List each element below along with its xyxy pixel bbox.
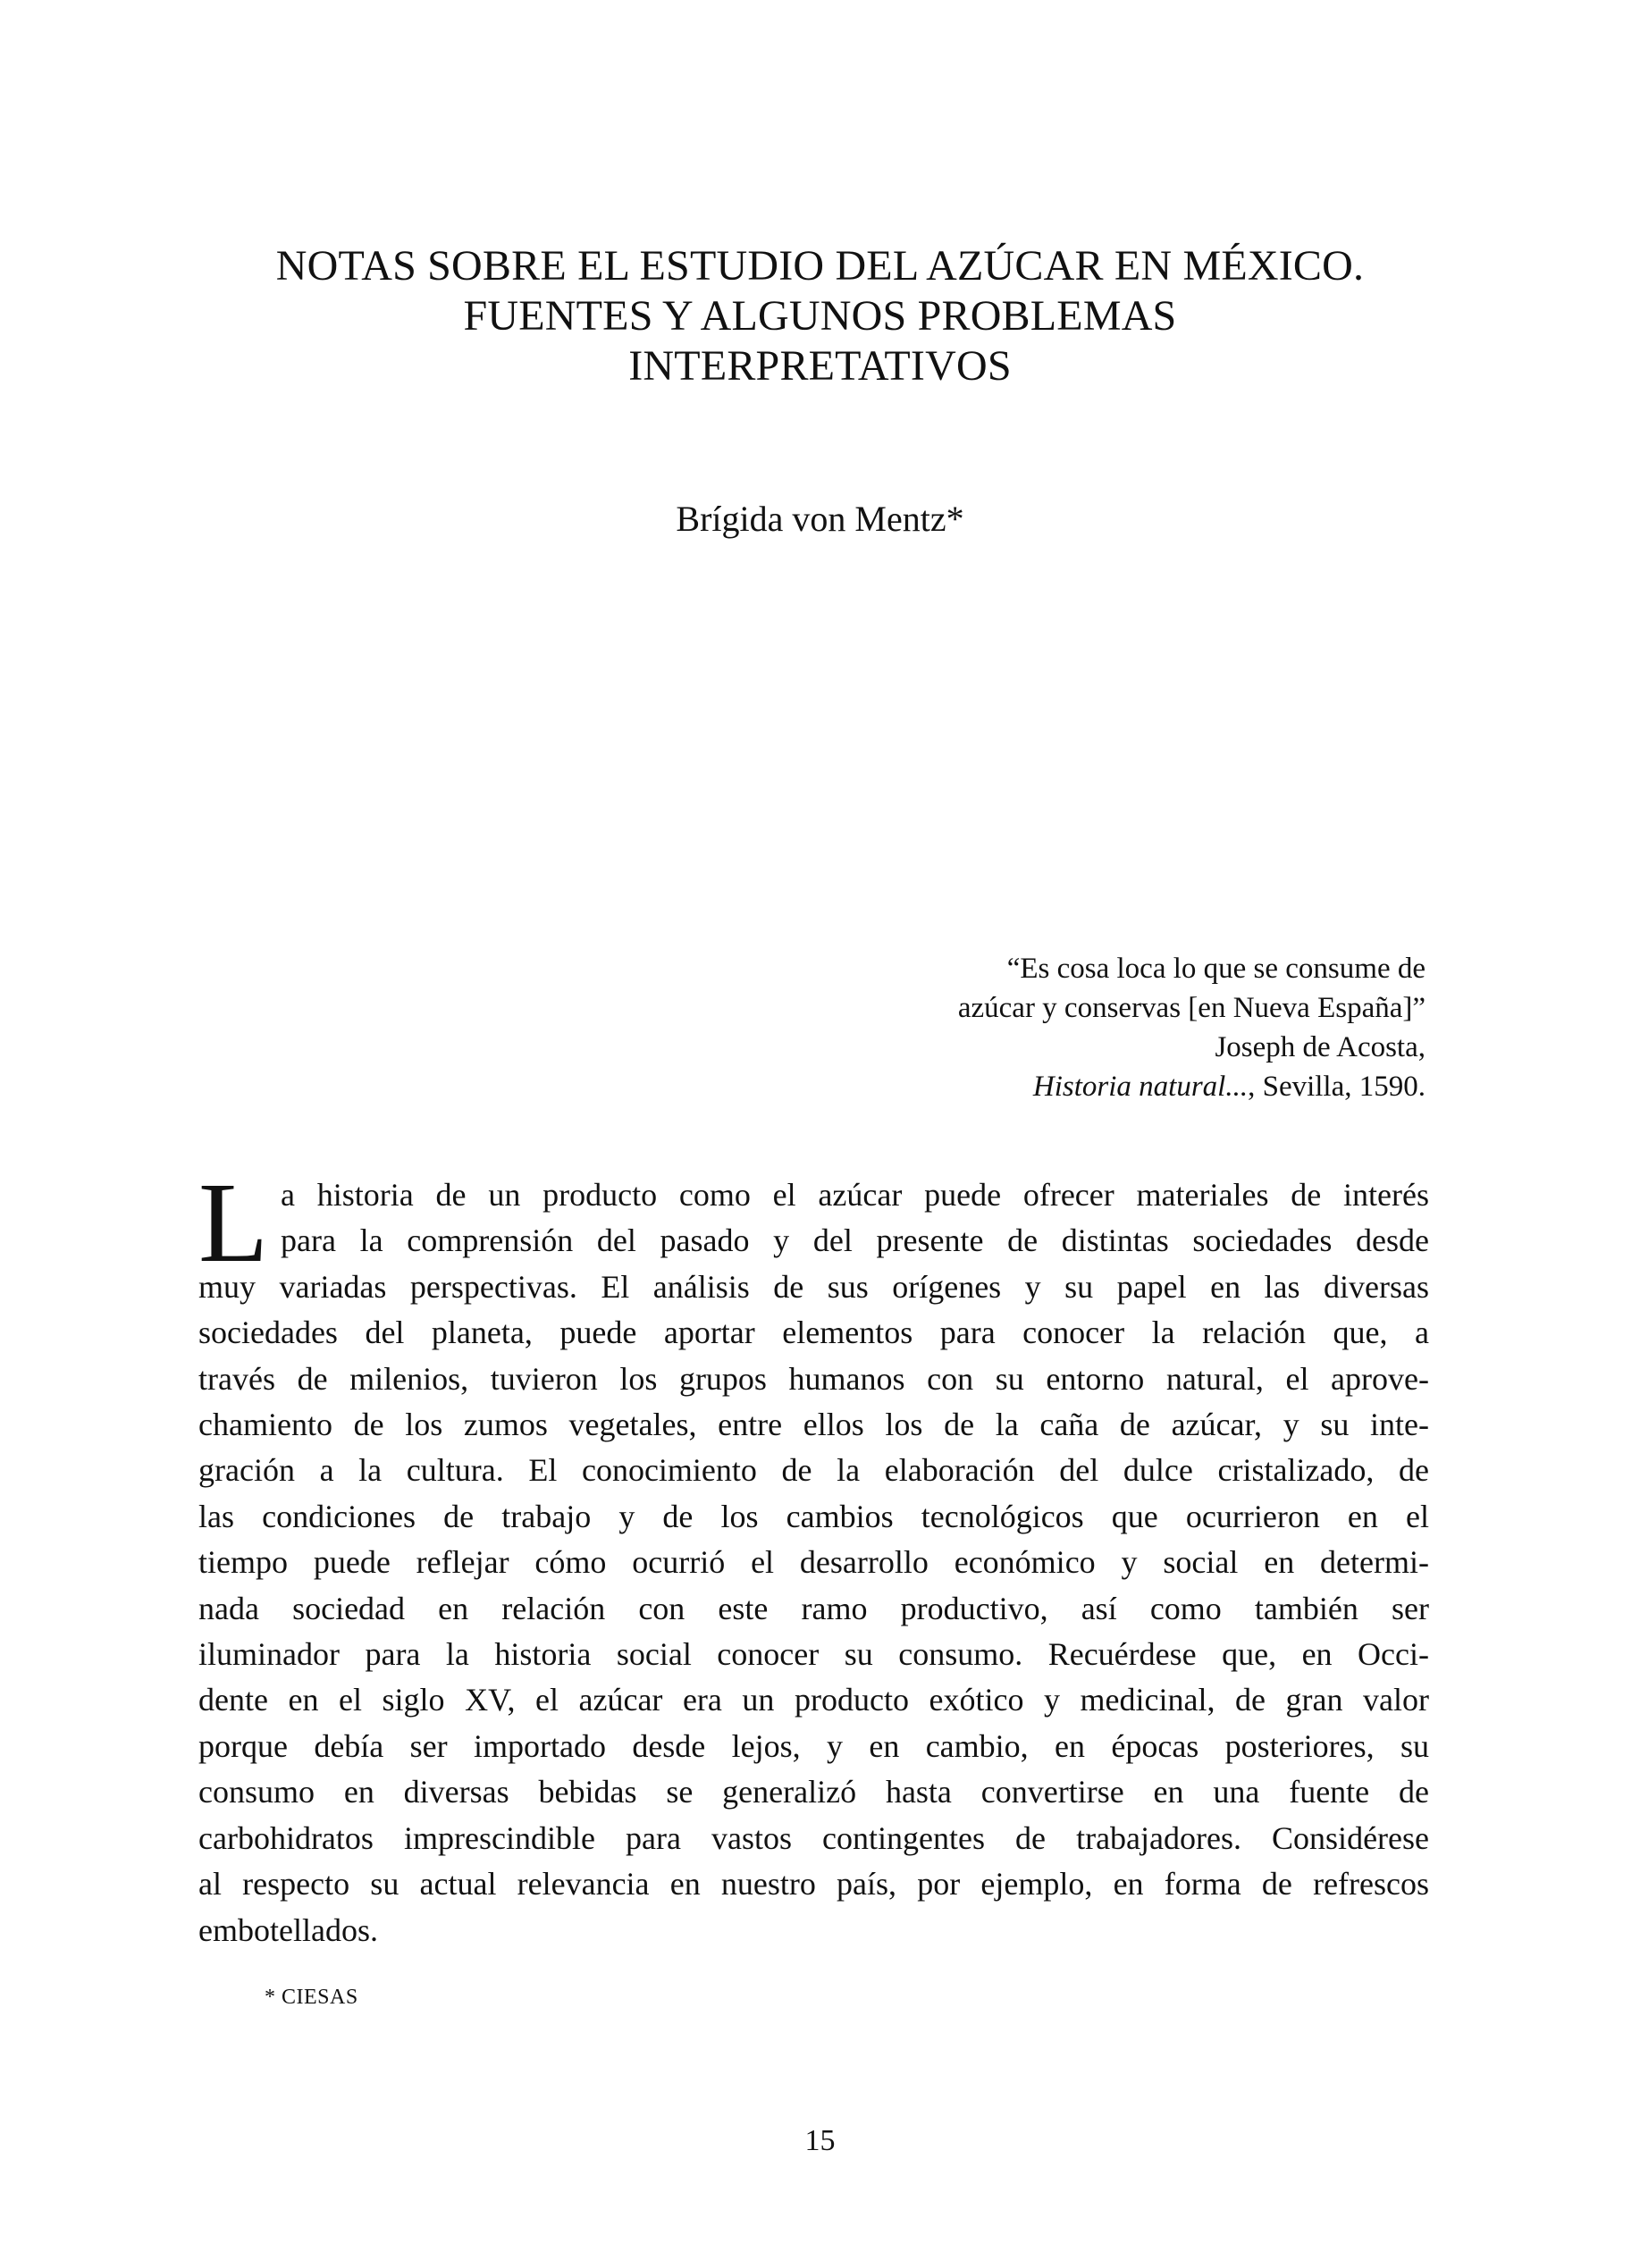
body-paragraph (198, 1159, 1429, 1953)
body-line: gración a la cultura. El conocimiento de la elaboración del dulce cristalizado, de (198, 1452, 1429, 1489)
body-line: las condiciones de trabajo y de los cambios tecnológicos que ocurrieron en el (198, 1498, 1429, 1534)
body-line: muy variadas perspectivas. El análisis de sus orígenes y su papel en las diversas (198, 1268, 1429, 1305)
title-line-1: NOTAS SOBRE EL ESTUDIO DEL AZÚCAR EN MÉXICO. (275, 242, 1365, 290)
body-line: iluminador para la historia social conocer su consumo. Recuérdese que, en Occi- (198, 1636, 1429, 1673)
drop-cap: L (198, 1159, 269, 1286)
page-number: 15 (804, 2124, 836, 2157)
body-line: embotellados. (198, 1911, 378, 1948)
epigraph-source (958, 1067, 1426, 1106)
author-name: Brígida von Mentz* (676, 499, 964, 539)
body-line: sociedades del planeta, puede aportar elementos para conocer la relación que, a (198, 1315, 1429, 1351)
epigraph-work-title: Historia natural... (1032, 1071, 1249, 1103)
article-title (134, 241, 1506, 391)
body-line: chamiento de los zumos vegetales, entre ellos los de la caña de azúcar, y su inte- (198, 1407, 1429, 1443)
body-line: carbohidratos imprescindible para vastos contingentes de trabajadores. Considérese (198, 1819, 1429, 1856)
body-line: dente en el siglo XV, el azúcar era un producto exótico y medicinal, de gran valor (198, 1682, 1429, 1718)
body-line: para la comprensión del pasado y del presente de distintas sociedades desde (281, 1222, 1429, 1259)
body-line: consumo en diversas bebidas se generalizó hasta convertirse en una fuente de (198, 1774, 1429, 1810)
epigraph-line-1: “Es cosa loca lo que se consume de (1006, 953, 1426, 985)
epigraph (958, 949, 1426, 1106)
epigraph-work-rest: , Sevilla, 1590. (1248, 1071, 1426, 1103)
body-line: través de milenios, tuvieron los grupos humanos con su entorno natural, el aprove- (198, 1360, 1429, 1397)
title-line-3: INTERPRETATIVOS (628, 342, 1012, 390)
title-line-2: FUENTES Y ALGUNOS PROBLEMAS (463, 292, 1177, 340)
body-line: porque debía ser importado desde lejos, y en cambio, en épocas posteriores, su (198, 1727, 1429, 1764)
epigraph-line-3: Joseph de Acosta, (1215, 1031, 1426, 1063)
body-line: nada sociedad en relación con este ramo productivo, así como también ser (198, 1590, 1429, 1626)
epigraph-line-2: azúcar y conservas [en Nueva España]” (957, 992, 1426, 1024)
footnote: * CIESAS (265, 1986, 358, 2009)
body-line: tiempo puede reflejar cómo ocurrió el desarrollo económico y social en determi- (198, 1544, 1429, 1581)
body-line: al respecto su actual relevancia en nuestro país, por ejemplo, en forma de refrescos (198, 1866, 1429, 1903)
body-line: a historia de un producto como el azúcar puede ofrecer materiales de interés (281, 1177, 1429, 1213)
